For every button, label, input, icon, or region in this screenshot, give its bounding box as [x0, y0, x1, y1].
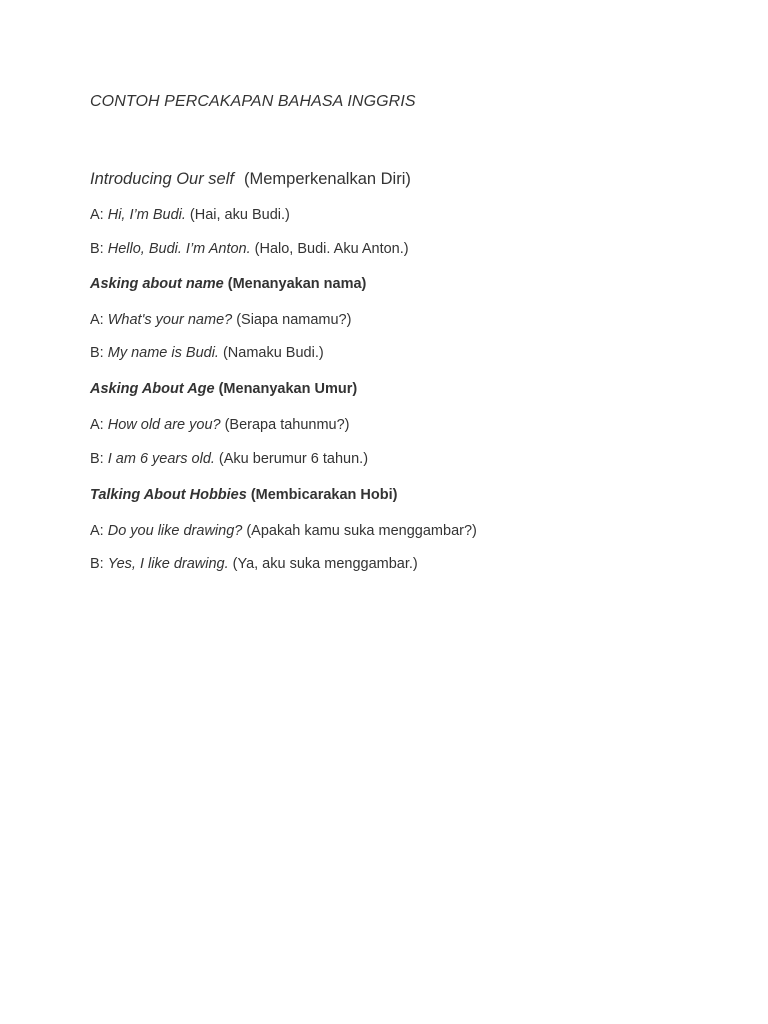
dialogue-line [90, 417, 350, 433]
english-text: What's your name? [107, 312, 233, 328]
translation-text: (Berapa tahunmu?) [224, 417, 350, 433]
heading-translation: (Menanyakan nama) [227, 276, 367, 292]
translation-text: (Aku berumur 6 tahun.) [218, 451, 369, 467]
speaker-label: B: [90, 241, 104, 257]
section-heading-introducing [90, 170, 411, 189]
speaker-label: B: [90, 345, 104, 361]
heading-english: Asking About Age [90, 381, 215, 397]
heading-english: Asking about name [90, 276, 224, 292]
dialogue-line [90, 523, 477, 539]
english-text: I am 6 years old. [107, 451, 215, 467]
dialogue-line [90, 241, 409, 257]
english-text: How old are you? [107, 417, 221, 433]
speaker-label: A: [90, 417, 104, 433]
speaker-label: B: [90, 451, 104, 467]
speaker-label: B: [90, 556, 104, 572]
english-text: Hello, Budi. I’m Anton. [107, 241, 251, 257]
speaker-label: A: [90, 523, 104, 539]
dialogue-line [90, 345, 324, 361]
dialogue-line [90, 451, 368, 467]
translation-text: (Apakah kamu suka menggambar?) [246, 523, 477, 539]
heading-translation: (Membicarakan Hobi) [250, 487, 398, 503]
heading-english: Introducing Our self [90, 170, 234, 188]
english-text: Yes, I like drawing. [107, 556, 229, 572]
speaker-label: A: [90, 312, 104, 328]
section-heading-hobbies [90, 487, 397, 503]
translation-text: (Ya, aku suka menggambar.) [232, 556, 418, 572]
heading-translation: (Menanyakan Umur) [218, 381, 358, 397]
translation-text: (Hai, aku Budi.) [189, 207, 290, 223]
page-title: CONTOH PERCAKAPAN BAHASA INGGRIS [90, 93, 416, 110]
translation-text: (Halo, Budi. Aku Anton.) [254, 241, 409, 257]
speaker-label: A: [90, 207, 104, 223]
translation-text: (Siapa namamu?) [236, 312, 352, 328]
dialogue-line [90, 556, 418, 572]
english-text: My name is Budi. [107, 345, 219, 361]
dialogue-line [90, 312, 351, 328]
english-text: Hi, I’m Budi. [107, 207, 186, 223]
translation-text: (Namaku Budi.) [222, 345, 324, 361]
heading-translation: (Memperkenalkan Diri) [244, 170, 411, 188]
dialogue-line [90, 207, 290, 223]
heading-english: Talking About Hobbies [90, 487, 247, 503]
english-text: Do you like drawing? [107, 523, 243, 539]
section-heading-name [90, 276, 366, 292]
section-heading-age [90, 381, 357, 397]
